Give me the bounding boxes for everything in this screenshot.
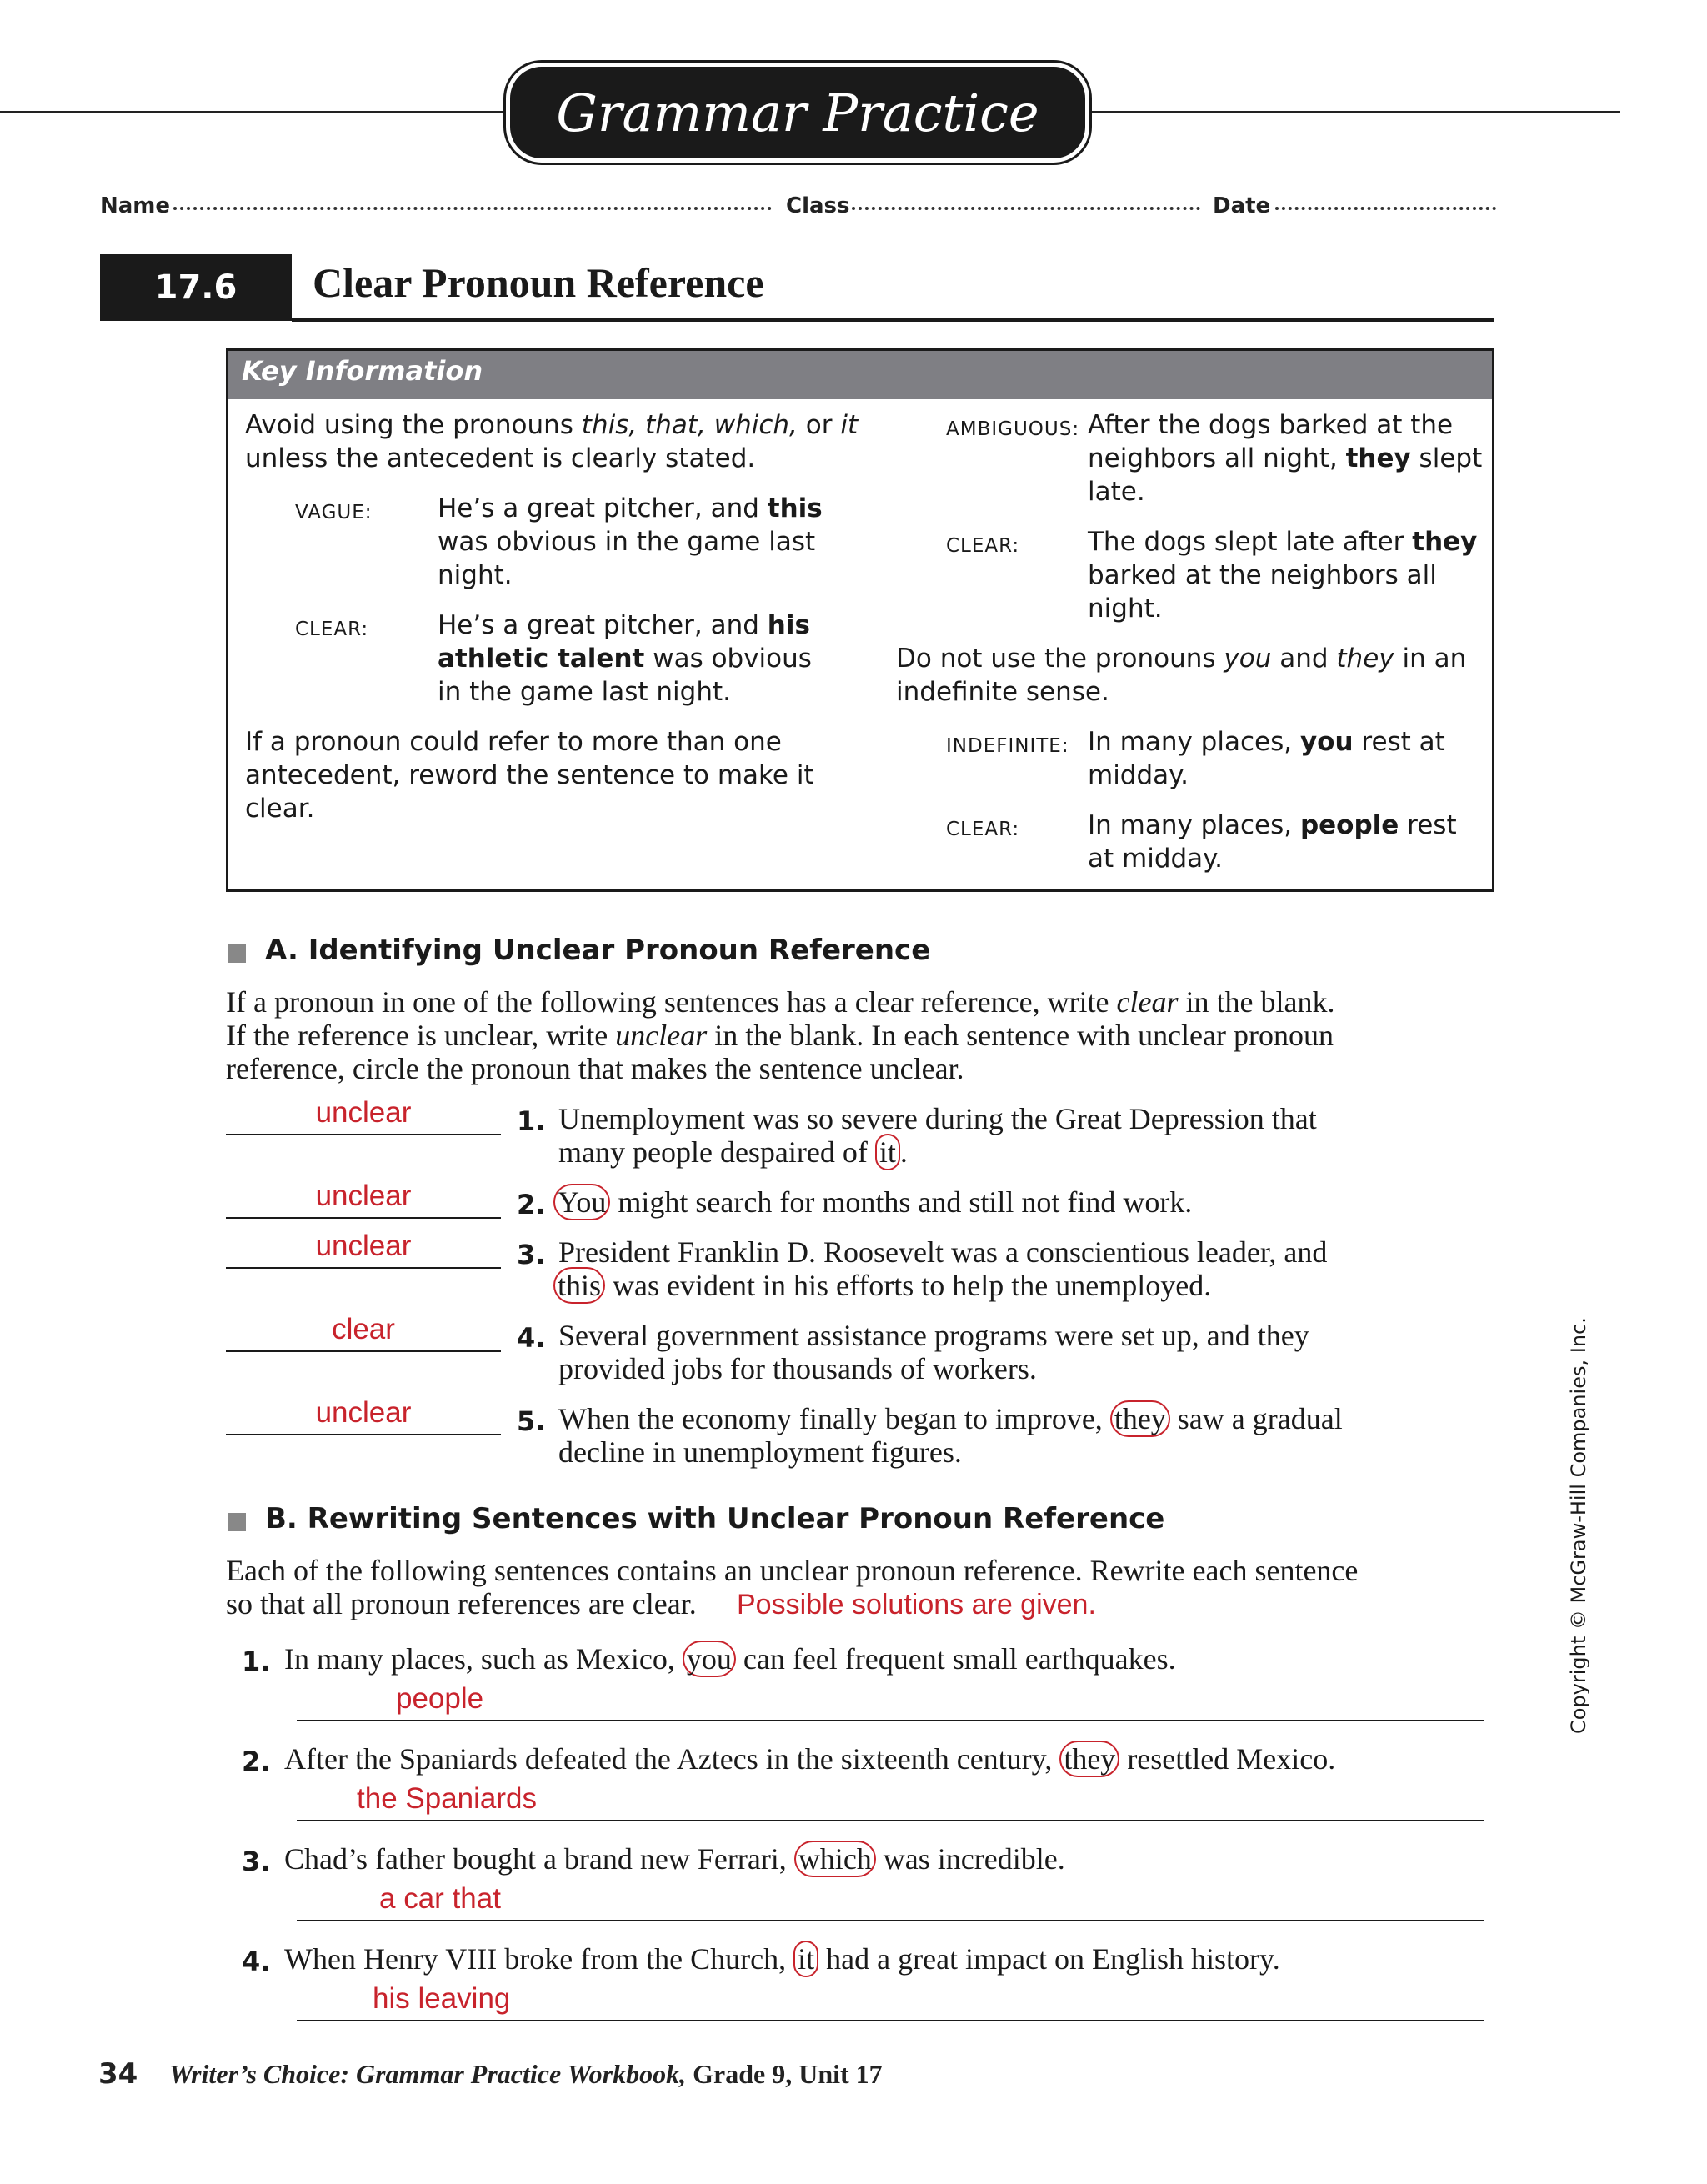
page-number: 34 (98, 2057, 138, 2091)
sentence-b2: After the Spaniards defeated the Aztecs in the sixteenth century, they resettled Mexico. (284, 1742, 1336, 1776)
answer-b1: people (396, 1682, 484, 1715)
part-b-square-icon (228, 1513, 246, 1531)
copyright-notice: Copyright © McGraw-Hill Companies, Inc. (1567, 1317, 1590, 1734)
answer-b2: the Spaniards (357, 1782, 537, 1815)
part-b-heading: B. Rewriting Sentences with Unclear Pronoun Reference (265, 1502, 1165, 1535)
banner-title: Grammar Practice (556, 82, 1039, 143)
item-number-a3: 3. (517, 1239, 546, 1270)
clear-label-right-2: CLEAR: (946, 819, 1020, 840)
ambiguous-example: After the dogs barked at the neighbors all night, they slept late. (1088, 410, 1483, 507)
answer-blank-a5[interactable] (226, 1434, 501, 1435)
answer-blank-a3[interactable] (226, 1267, 501, 1269)
banner (510, 67, 1085, 158)
answer-a3: unclear (315, 1230, 412, 1262)
indefinite-example: In many places, you rest at midday. (1088, 727, 1445, 790)
sentence-a5: When the economy finally began to improve, they saw a gradual decline in unemployment figures. (558, 1402, 1343, 1469)
part-b-note: Possible solutions are given. (737, 1589, 1096, 1620)
item-number-a2: 2. (517, 1189, 546, 1220)
vague-label: VAGUE: (295, 502, 373, 523)
indefinite-label: INDEFINITE: (946, 735, 1069, 757)
circled-pronoun: which (794, 1841, 876, 1877)
sentence-b3: Chad’s father bought a brand new Ferrari, which was incredible. (284, 1842, 1065, 1876)
clear-label-right-1: CLEAR: (946, 535, 1020, 557)
answer-blank-a4[interactable] (226, 1350, 501, 1352)
section-title: Clear Pronoun Reference (313, 259, 764, 306)
class-label: Class (786, 193, 850, 218)
answer-a2: unclear (315, 1180, 412, 1212)
circled-pronoun: they (1059, 1741, 1119, 1777)
ambiguous-label: AMBIGUOUS: (946, 418, 1080, 440)
answer-blank-a2[interactable] (226, 1217, 501, 1219)
date-field[interactable] (1275, 207, 1496, 210)
name-field[interactable] (173, 207, 772, 210)
circled-pronoun: it (793, 1941, 818, 1977)
book-citation: Writer’s Choice: Grammar Practice Workbook, Grade 9, Unit 17 (169, 2059, 883, 2089)
name-label: Name (100, 193, 171, 218)
answer-line-b2[interactable] (297, 1820, 1484, 1821)
answer-a1: unclear (315, 1096, 412, 1129)
item-number-a4: 4. (517, 1322, 546, 1354)
answer-line-b1[interactable] (297, 1720, 1484, 1721)
answer-line-b3[interactable] (297, 1920, 1484, 1921)
section-number: 17.6 (154, 268, 238, 307)
item-number-b4: 4. (242, 1946, 271, 1977)
item-number-a1: 1. (517, 1105, 546, 1137)
key-left-note: If a pronoun could refer to more than one antecedent, reword the sentence to make it clear. (245, 727, 814, 824)
clear-example-right-1: The dogs slept late after they barked at the neighbors all night. (1088, 527, 1478, 624)
sentence-a2: You might search for months and still not find work. (553, 1185, 1512, 1219)
vague-example: He’s a great pitcher, and this was obvious in the game last night. (438, 493, 823, 590)
item-number-b3: 3. (242, 1846, 271, 1877)
item-number-b1: 1. (242, 1646, 271, 1677)
key-information-title: Key Information (242, 355, 483, 387)
item-number-a5: 5. (517, 1405, 546, 1437)
circled-pronoun: they (1110, 1400, 1170, 1437)
circled-pronoun: You (553, 1184, 610, 1220)
answer-a5: unclear (315, 1396, 412, 1429)
part-a-heading: A. Identifying Unclear Pronoun Reference (265, 934, 931, 967)
sentence-b4: When Henry VIII broke from the Church, it had a great impact on English history. (284, 1942, 1280, 1976)
answer-line-b4[interactable] (297, 2020, 1484, 2021)
date-label: Date (1213, 193, 1271, 218)
clear-label-left: CLEAR: (295, 619, 369, 640)
answer-b4: his leaving (373, 1982, 511, 2015)
section-rule (292, 318, 1494, 322)
clear-example-left: He’s a great pitcher, and his athletic talent was obvious in the game last night. (438, 610, 812, 707)
sentence-a4: Several government assistance programs were set up, and they provided jobs for thousands of workers. (558, 1319, 1309, 1385)
answer-a4: clear (332, 1313, 395, 1345)
sentence-a1: Unemployment was so severe during the Great Depression that many people despaired of it . (558, 1102, 1317, 1169)
circled-pronoun: you (683, 1641, 736, 1677)
answer-b3: a car that (379, 1882, 501, 1915)
section-number-box (100, 254, 292, 321)
part-b-instructions: Each of the following sentences contains an unclear pronoun reference. Rewrite each sentence so that all pronoun references are clear. (226, 1554, 1359, 1620)
answer-blank-a1[interactable] (226, 1134, 501, 1135)
clear-example-right-2: In many places, people rest at midday. (1088, 810, 1457, 874)
item-number-b2: 2. (242, 1746, 271, 1777)
part-a-instructions: If a pronoun in one of the following sentences has a clear reference, write clear in the blank. If the reference is unclear, write unclear in the blank. In each sentence with unclear pronoun reference, circle the pronoun that makes the sentence unclear. (226, 985, 1335, 1085)
key-left-intro: Avoid using the pronouns this, that, which, or it unless the antecedent is clearly stated. (245, 410, 859, 473)
part-a-square-icon (228, 944, 246, 963)
class-field[interactable] (852, 207, 1200, 210)
circled-pronoun: this (553, 1267, 605, 1304)
sentence-b1: In many places, such as Mexico, you can feel frequent small earthquakes. (284, 1642, 1176, 1676)
key-right-note: Do not use the pronouns you and they in an indefinite sense. (896, 644, 1467, 707)
sentence-a3: President Franklin D. Roosevelt was a conscientious leader, and this was evident in his efforts to help the unemployed. (558, 1235, 1517, 1302)
circled-pronoun: it (875, 1134, 900, 1170)
